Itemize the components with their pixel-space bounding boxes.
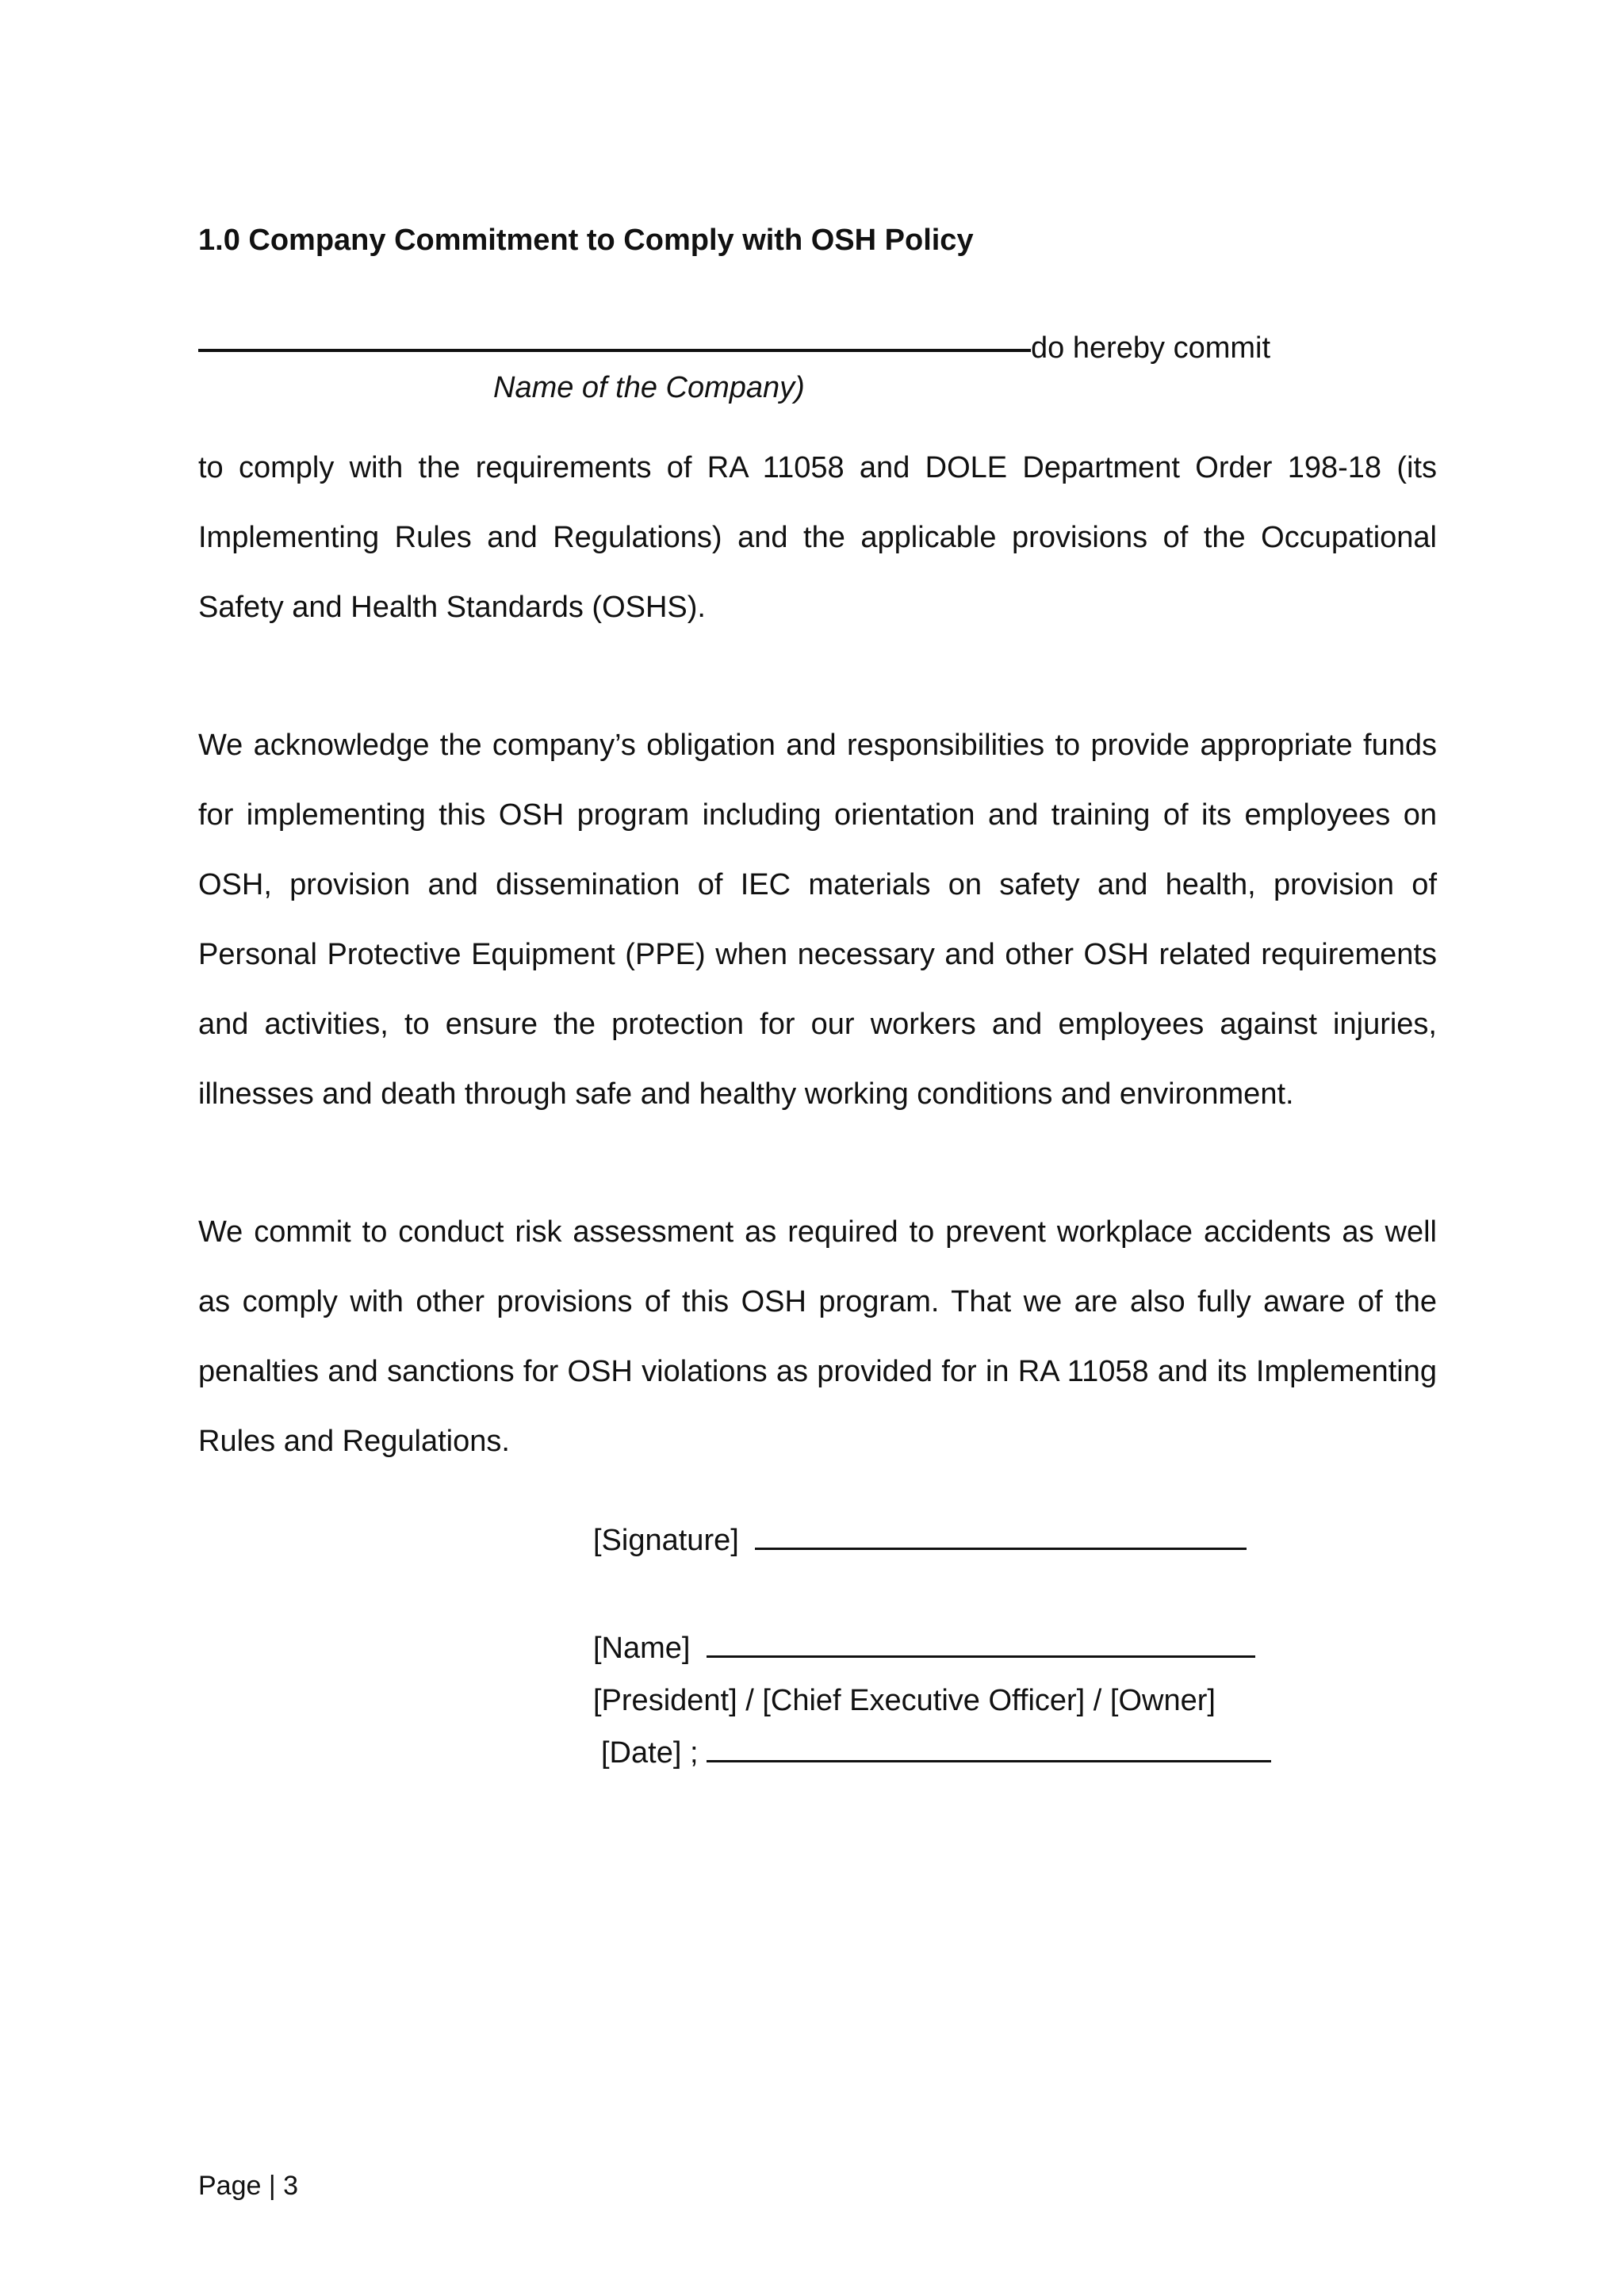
paragraph-obligations: We acknowledge the company’s obligation and responsibilities to provide appropriate funds for implementing this OSH program including orientation and training of its employees on OSH, provision and dissemination of IEC materials on safety and health, provision of Personal Protective Equipment (PPE) when necessary and other OSH related requirements and activities, to ensure the protection for our workers and employees against injuries, illnesses and death through safe and healthy working conditions and environment. bbox=[198, 729, 1437, 1111]
signature-label: [Signature] bbox=[593, 1524, 739, 1557]
date-row bbox=[601, 1736, 1271, 1770]
date-label: [Date] ; bbox=[601, 1736, 699, 1770]
section-heading: 1.0 Company Commitment to Comply with OSH Policy bbox=[198, 224, 974, 257]
date-blank bbox=[707, 1736, 1271, 1762]
company-name-blank bbox=[198, 349, 1031, 352]
name-label: [Name] bbox=[593, 1632, 691, 1665]
paragraph-risk-assessment: We commit to conduct risk assessment as required to prevent workplace accidents as well as comply with other provisions of this OSH program. That we are also fully aware of the penalties and sanctions for OSH violations as provided for in RA 11058 and its Implementing Rules and Regulations. bbox=[198, 1215, 1437, 1458]
commit-text: do hereby commit bbox=[1031, 331, 1271, 365]
paragraph-compliance: to comply with the requirements of RA 11058 and DOLE Department Order 198-18 (its Implementing Rules and Regulations) and the applicable provisions of the Occupational Safety and Health Standards (OSHS). bbox=[198, 451, 1437, 624]
signature-row bbox=[593, 1524, 1247, 1558]
company-name-caption: Name of the Company) bbox=[493, 371, 805, 404]
title-line: [President] / [Chief Executive Officer] / [Owner] bbox=[593, 1684, 1216, 1717]
name-blank bbox=[707, 1632, 1255, 1658]
signature-blank bbox=[755, 1524, 1247, 1550]
name-row bbox=[593, 1632, 1255, 1666]
page-number: Page | 3 bbox=[198, 2171, 299, 2201]
